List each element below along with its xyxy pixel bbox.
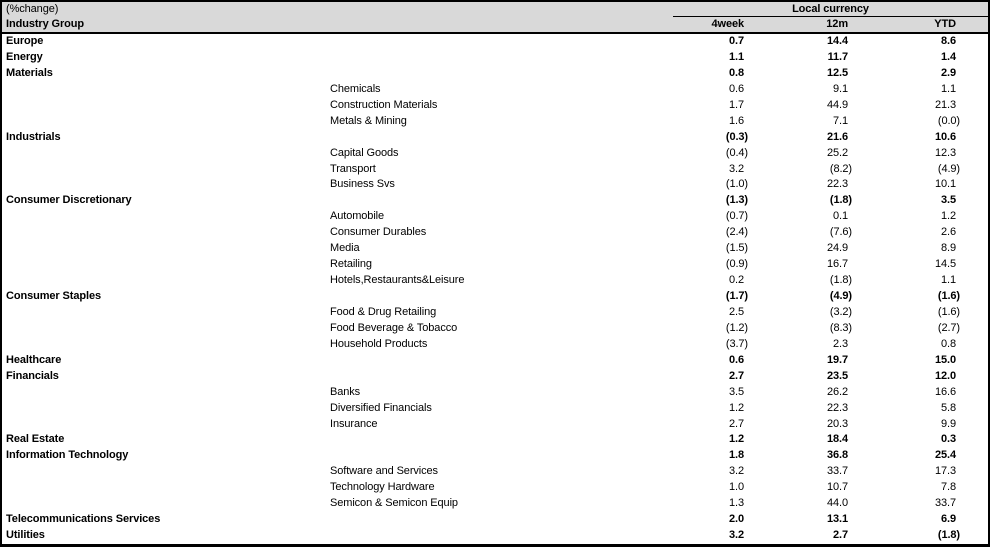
row-label: Hotels,Restaurants&Leisure <box>330 274 465 287</box>
currency-group-header: Local currency <box>673 2 988 17</box>
header-spacer <box>960 17 988 32</box>
row-spacer <box>960 98 988 114</box>
row-spacer <box>960 448 988 464</box>
table-row-capital-goods <box>2 146 988 162</box>
value-4week: 0.2 <box>729 274 744 287</box>
row-spacer <box>960 241 988 257</box>
value-12m: 2.7 <box>833 529 848 542</box>
value-ytd: 10.1 <box>934 178 956 191</box>
table-body <box>2 34 988 544</box>
value-ytd: 8.9 <box>941 242 956 255</box>
value-12m: 21.6 <box>826 130 848 143</box>
table-row-materials <box>2 66 988 82</box>
value-12m: 44.9 <box>826 98 848 111</box>
value-12m: 12.5 <box>826 66 848 79</box>
value-12m: 33.7 <box>826 465 848 478</box>
table-row-consumer-durables <box>2 225 988 241</box>
value-12m: 7.1 <box>833 114 848 127</box>
value-12m: 19.7 <box>826 353 848 366</box>
value-ytd: (0.0) <box>937 114 960 127</box>
row-label: Real Estate <box>6 433 65 446</box>
row-label: Retailing <box>330 258 372 271</box>
row-spacer <box>960 417 988 433</box>
row-spacer <box>960 82 988 98</box>
row-label: Business Svs <box>330 178 395 191</box>
table-row-construction-materials <box>2 98 988 114</box>
table-row-healthcare <box>2 353 988 369</box>
value-12m: 14.4 <box>826 35 848 47</box>
value-4week: 3.2 <box>729 529 744 542</box>
table-row-consumer-discretionary <box>2 193 988 209</box>
value-ytd: 1.1 <box>941 274 956 287</box>
row-label: Information Technology <box>6 449 129 462</box>
value-ytd: 14.5 <box>934 258 956 271</box>
value-4week: 2.7 <box>729 417 744 430</box>
table-row-financials <box>2 369 988 385</box>
value-ytd: 25.4 <box>934 449 956 462</box>
value-4week: 1.0 <box>729 481 744 494</box>
row-label: Food Beverage & Tobacco <box>330 321 458 334</box>
value-12m: (4.9) <box>829 290 852 302</box>
table-row-telecommunications-services <box>2 512 988 528</box>
row-label: Financials <box>6 369 59 382</box>
value-4week: (1.2) <box>725 321 748 334</box>
value-4week: 1.6 <box>729 114 744 127</box>
row-spacer <box>960 114 988 130</box>
value-12m: 9.1 <box>833 82 848 95</box>
row-spacer <box>960 321 988 337</box>
value-4week: (0.7) <box>725 210 748 223</box>
value-12m: 22.3 <box>826 401 848 414</box>
value-4week: (1.3) <box>725 194 748 207</box>
value-12m: (7.6) <box>829 226 852 239</box>
value-12m: 2.3 <box>833 337 848 350</box>
value-12m: 26.2 <box>826 385 848 398</box>
value-ytd: (1.8) <box>937 529 960 542</box>
value-4week: 1.2 <box>729 401 744 414</box>
value-ytd: 10.6 <box>934 130 956 143</box>
table-row-consumer-staples <box>2 289 988 305</box>
value-ytd: (2.7) <box>937 321 960 334</box>
percent-change-label: (%change) <box>6 3 59 15</box>
value-4week: 0.7 <box>729 35 744 47</box>
table-row-semicon-semicon-equip <box>2 496 988 512</box>
value-4week: 2.0 <box>729 513 744 526</box>
table-row-food-beverage-tobacco <box>2 321 988 337</box>
value-4week: 2.5 <box>729 305 744 318</box>
value-12m: 0.1 <box>833 210 848 223</box>
table-row-industrials <box>2 130 988 146</box>
value-4week: (1.0) <box>725 178 748 191</box>
row-label: Diversified Financials <box>330 401 432 414</box>
value-ytd: 12.3 <box>934 146 956 159</box>
value-12m: 18.4 <box>826 433 848 446</box>
table-row-information-technology <box>2 448 988 464</box>
row-spacer <box>960 162 988 178</box>
row-spacer <box>960 66 988 82</box>
row-label: Food & Drug Retailing <box>330 305 437 318</box>
table-row-hotels-restaurants-leisure <box>2 273 988 289</box>
row-label: Utilities <box>6 529 45 542</box>
value-4week: (0.9) <box>725 258 748 271</box>
table-row-food-drug-retailing <box>2 305 988 321</box>
row-spacer <box>960 273 988 289</box>
value-12m: (8.3) <box>829 321 852 334</box>
column-header-4week: 4week <box>711 18 744 30</box>
value-4week: (0.4) <box>725 146 748 159</box>
value-4week: 1.7 <box>729 98 744 111</box>
row-label: Insurance <box>330 417 378 430</box>
table-row-utilities <box>2 528 988 544</box>
row-spacer <box>960 496 988 512</box>
table-row-europe <box>2 34 988 50</box>
row-spacer <box>960 401 988 417</box>
row-label: Telecommunications Services <box>6 513 161 526</box>
row-spacer <box>960 177 988 193</box>
value-4week: 1.1 <box>729 50 744 63</box>
value-12m: 16.7 <box>826 258 848 271</box>
value-12m: 23.5 <box>826 369 848 382</box>
row-label: Metals & Mining <box>330 114 407 127</box>
row-spacer <box>960 257 988 273</box>
row-label: Software and Services <box>330 465 438 478</box>
row-label: Semicon & Semicon Equip <box>330 497 458 510</box>
row-spacer <box>960 289 988 305</box>
value-4week: 0.6 <box>729 82 744 95</box>
value-12m: 20.3 <box>826 417 848 430</box>
value-ytd: (1.6) <box>937 305 960 318</box>
column-header-ytd: YTD <box>934 18 956 30</box>
value-4week: 1.3 <box>729 497 744 510</box>
value-ytd: 9.9 <box>941 417 956 430</box>
value-ytd: (1.6) <box>937 290 960 302</box>
row-label: Materials <box>6 66 53 79</box>
value-4week: 0.8 <box>729 66 744 79</box>
value-12m: 24.9 <box>826 242 848 255</box>
value-4week: (3.7) <box>725 337 748 350</box>
value-ytd: 2.9 <box>941 66 956 79</box>
value-ytd: 17.3 <box>934 465 956 478</box>
value-ytd: 21.3 <box>934 98 956 111</box>
value-ytd: 6.9 <box>941 513 956 526</box>
value-4week: 0.6 <box>729 353 744 366</box>
row-label: Construction Materials <box>330 98 438 111</box>
value-12m: 36.8 <box>826 449 848 462</box>
row-label: Industrials <box>6 130 61 143</box>
table-row-business-svs <box>2 177 988 193</box>
row-label: Transport <box>330 162 376 175</box>
table-row-chemicals <box>2 82 988 98</box>
row-spacer <box>960 209 988 225</box>
value-4week: (1.5) <box>725 242 748 255</box>
row-label: Chemicals <box>330 82 381 95</box>
value-4week: 1.2 <box>729 433 744 446</box>
row-label: Capital Goods <box>330 146 399 159</box>
value-ytd: 7.8 <box>941 481 956 494</box>
table-header <box>2 2 988 34</box>
value-ytd: 3.5 <box>941 194 956 207</box>
value-4week: (1.7) <box>725 290 748 302</box>
table-row-banks <box>2 385 988 401</box>
row-spacer <box>960 528 988 544</box>
row-spacer <box>960 512 988 528</box>
row-label: Europe <box>6 35 44 47</box>
row-spacer <box>960 369 988 385</box>
value-ytd: 15.0 <box>934 353 956 366</box>
value-ytd: 12.0 <box>934 369 956 382</box>
value-ytd: 1.2 <box>941 210 956 223</box>
column-header-12m: 12m <box>826 18 848 30</box>
table-row-household-products <box>2 337 988 353</box>
table-row-retailing <box>2 257 988 273</box>
value-12m: 11.7 <box>827 50 848 63</box>
value-12m: 10.7 <box>826 481 848 494</box>
row-label: Consumer Staples <box>6 290 101 302</box>
table-row-metals-mining <box>2 114 988 130</box>
row-label: Consumer Discretionary <box>6 194 132 207</box>
value-ytd: 16.6 <box>934 385 956 398</box>
table-row-diversified-financials <box>2 401 988 417</box>
table-row-technology-hardware <box>2 480 988 496</box>
row-spacer <box>960 305 988 321</box>
value-ytd: 1.4 <box>941 50 956 63</box>
row-spacer <box>960 130 988 146</box>
row-spacer <box>960 385 988 401</box>
value-ytd: 5.8 <box>941 401 956 414</box>
value-12m: (3.2) <box>829 305 852 318</box>
table-row-real-estate <box>2 432 988 448</box>
value-12m: 13.1 <box>826 513 848 526</box>
row-spacer <box>960 432 988 448</box>
row-label: Healthcare <box>6 353 62 366</box>
value-4week: (2.4) <box>725 226 748 239</box>
row-label: Household Products <box>330 337 428 350</box>
row-label: Media <box>330 242 360 255</box>
value-ytd: 0.3 <box>941 433 956 446</box>
value-4week: 3.2 <box>729 465 744 478</box>
row-spacer <box>960 480 988 496</box>
value-12m: (1.8) <box>829 194 852 207</box>
value-ytd: 0.8 <box>941 337 956 350</box>
row-label: Energy <box>6 50 43 63</box>
table-row-transport <box>2 162 988 178</box>
row-label: Consumer Durables <box>330 226 427 239</box>
row-spacer <box>960 464 988 480</box>
table-row-energy <box>2 50 988 66</box>
value-12m: 25.2 <box>826 146 848 159</box>
value-4week: 3.5 <box>729 385 744 398</box>
industry-group-header: Industry Group <box>6 18 85 30</box>
table-row-software-and-services <box>2 464 988 480</box>
row-label: Automobile <box>330 210 385 223</box>
value-4week: 2.7 <box>729 369 744 382</box>
value-ytd: (4.9) <box>937 162 960 175</box>
row-spacer <box>960 337 988 353</box>
value-12m: 44.0 <box>826 497 848 510</box>
value-12m: (1.8) <box>829 274 852 287</box>
value-4week: (0.3) <box>725 130 748 143</box>
row-spacer <box>960 146 988 162</box>
value-4week: 1.8 <box>729 449 744 462</box>
row-label: Banks <box>330 385 361 398</box>
value-12m: 22.3 <box>826 178 848 191</box>
value-ytd: 33.7 <box>934 497 956 510</box>
row-spacer <box>960 34 988 50</box>
row-spacer <box>960 193 988 209</box>
table-row-media <box>2 241 988 257</box>
table-row-insurance <box>2 417 988 433</box>
table-row-automobile <box>2 209 988 225</box>
value-ytd: 2.6 <box>941 226 956 239</box>
row-label: Technology Hardware <box>330 481 435 494</box>
value-ytd: 8.6 <box>941 35 956 47</box>
row-spacer <box>960 50 988 66</box>
value-4week: 3.2 <box>729 162 744 175</box>
value-12m: (8.2) <box>829 162 852 175</box>
row-spacer <box>960 353 988 369</box>
value-ytd: 1.1 <box>941 82 956 95</box>
row-spacer <box>960 225 988 241</box>
